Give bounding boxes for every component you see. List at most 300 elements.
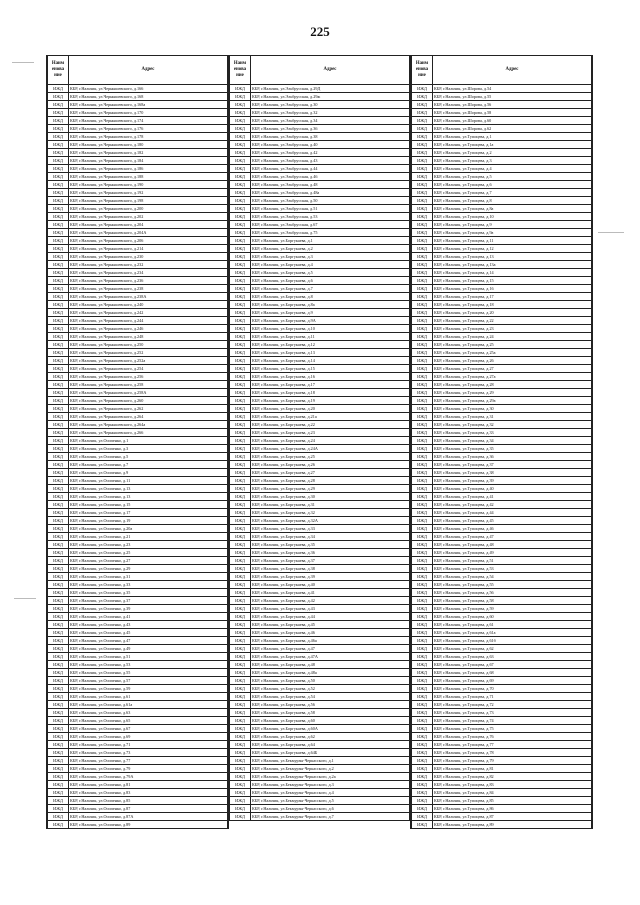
- address-street: Бекмурзы-Черкасского, д.3: [285, 782, 334, 787]
- kind-cell: ИЖД: [48, 621, 69, 629]
- address-street: Тупоцева, д.9а: [467, 230, 494, 235]
- address-cell: [433, 213, 592, 221]
- address-cell: [69, 117, 228, 125]
- kind-cell: ИЖД: [230, 709, 251, 717]
- address-prefix: КБР, г.Нальчик, ул.: [434, 446, 468, 451]
- address-cell: [433, 597, 592, 605]
- address-prefix: КБР, г.Нальчик, ул.: [252, 110, 286, 115]
- address-cell: [251, 389, 410, 397]
- kind-cell: ИЖД: [48, 421, 69, 429]
- kind-cell: ИЖД: [48, 173, 69, 181]
- address-prefix: КБР, г.Нальчик, ул.: [434, 230, 468, 235]
- table-row: [412, 429, 592, 437]
- table-row: [230, 357, 410, 365]
- address-cell: [433, 221, 592, 229]
- address-cell: [69, 253, 228, 261]
- table-row: [412, 773, 592, 781]
- address-street: Боргукаева, д.5: [285, 270, 313, 275]
- table-row: [412, 589, 592, 597]
- table-row: [48, 357, 228, 365]
- address-prefix: КБР, г.Нальчик, ул.: [70, 390, 104, 395]
- table-row: [230, 549, 410, 557]
- kind-cell: ИЖД: [412, 445, 433, 453]
- address-street: Тупоцева, д.34: [467, 438, 494, 443]
- address-cell: [69, 389, 228, 397]
- address-prefix: КБР, г.Нальчик, ул.: [434, 590, 468, 595]
- table-row: [230, 789, 410, 797]
- table-row: [48, 165, 228, 173]
- address-prefix: КБР, г.Нальчик, ул.: [70, 166, 104, 171]
- address-cell: [433, 589, 592, 597]
- kind-cell: ИЖД: [412, 237, 433, 245]
- address-cell: [69, 789, 228, 797]
- kind-cell: ИЖД: [412, 213, 433, 221]
- address-street: Боргукаева, д.7: [285, 286, 313, 291]
- kind-cell: ИЖД: [48, 133, 69, 141]
- address-street: Осипенко, д.69: [103, 734, 131, 739]
- kind-cell: ИЖД: [230, 629, 251, 637]
- address-street: Тупоцева, д.9: [467, 222, 492, 227]
- table-row: [412, 645, 592, 653]
- address-street: Бекмурзы-Черкасского, д.6: [285, 806, 334, 811]
- kind-cell: ИЖД: [230, 197, 251, 205]
- address-street: Боргукаева, д.8: [285, 294, 313, 299]
- address-street: Тупоцева, д.76: [467, 734, 494, 739]
- kind-cell: ИЖД: [412, 613, 433, 621]
- address-prefix: КБР, г.Нальчик, ул.: [70, 278, 104, 283]
- table-row: [230, 669, 410, 677]
- address-street: Тупоцева, д.63: [467, 654, 494, 659]
- kind-cell: ИЖД: [412, 621, 433, 629]
- kind-cell: ИЖД: [412, 821, 433, 829]
- table-row: [230, 677, 410, 685]
- address-prefix: КБР, г.Нальчик, ул.: [434, 646, 468, 651]
- address-prefix: КБР, г.Нальчик, ул.: [434, 198, 468, 203]
- kind-cell: ИЖД: [48, 709, 69, 717]
- table-row: [230, 117, 410, 125]
- table-row: [230, 701, 410, 709]
- table-row: [230, 485, 410, 493]
- address-street: Боргукаева, д.46: [285, 630, 315, 635]
- address-street: Боргукаева, д.50: [285, 678, 315, 683]
- address-prefix: КБР, г.Нальчик, ул.: [434, 822, 468, 827]
- address-cell: [69, 413, 228, 421]
- address-cell: [69, 317, 228, 325]
- address-street: Чернышевского, д.232: [103, 262, 144, 267]
- table-row: [48, 245, 228, 253]
- kind-cell: ИЖД: [48, 317, 69, 325]
- address-cell: [433, 685, 592, 693]
- address-prefix: КБР, г.Нальчик, ул.: [70, 606, 104, 611]
- table-row: [230, 661, 410, 669]
- table-row: [230, 197, 410, 205]
- kind-cell: ИЖД: [412, 301, 433, 309]
- address-street: Боргукаева, д.8а: [285, 302, 315, 307]
- table-row: [48, 117, 228, 125]
- kind-cell: ИЖД: [230, 813, 251, 821]
- kind-cell: ИЖД: [412, 437, 433, 445]
- address-cell: [251, 213, 410, 221]
- address-prefix: КБР, г.Нальчик, ул.: [434, 382, 468, 387]
- address-prefix: КБР, г.Нальчик, ул.: [70, 270, 104, 275]
- table-row: [48, 693, 228, 701]
- table-row: [48, 405, 228, 413]
- address-street: Чернышевского, д.236: [103, 278, 144, 283]
- address-street: Тупоцева, д.74: [467, 718, 494, 723]
- address-cell: [433, 117, 592, 125]
- address-street: Эльбрусская, д.44: [285, 166, 318, 171]
- kind-cell: ИЖД: [230, 741, 251, 749]
- kind-cell: ИЖД: [48, 245, 69, 253]
- address-street: Осипенко, д.5: [103, 454, 129, 459]
- table-row: [48, 677, 228, 685]
- address-cell: [433, 461, 592, 469]
- table-row: [48, 437, 228, 445]
- address-street: Боргукаева, д.15: [285, 366, 315, 371]
- kind-cell: ИЖД: [230, 789, 251, 797]
- address-cell: [433, 109, 592, 117]
- kind-cell: ИЖД: [412, 557, 433, 565]
- kind-cell: ИЖД: [48, 213, 69, 221]
- address-street: Тупоцева, д.84: [467, 790, 494, 795]
- address-cell: [251, 205, 410, 213]
- kind-cell: ИЖД: [230, 565, 251, 573]
- kind-cell: ИЖД: [48, 445, 69, 453]
- address-prefix: КБР, г.Нальчик, ул.: [434, 638, 468, 643]
- table-row: [230, 693, 410, 701]
- address-street: Боргукаева, д.23: [285, 430, 315, 435]
- kind-cell: ИЖД: [230, 93, 251, 101]
- address-prefix: КБР, г.Нальчик, ул.: [70, 446, 104, 451]
- table-row: [230, 813, 410, 821]
- table-row: [230, 373, 410, 381]
- kind-cell: ИЖД: [230, 445, 251, 453]
- address-street: Боргукаева, д.36: [285, 550, 315, 555]
- address-prefix: КБР, г.Нальчик, ул.: [70, 542, 104, 547]
- table-row: [230, 85, 410, 93]
- kind-cell: ИЖД: [412, 309, 433, 317]
- table-row: [230, 141, 410, 149]
- table-row: [412, 237, 592, 245]
- kind-cell: ИЖД: [412, 725, 433, 733]
- address-prefix: КБР, г.Нальчик, ул.: [434, 254, 468, 259]
- address-street: Осипенко, д.89: [103, 822, 131, 827]
- address-prefix: КБР, г.Нальчик, ул.: [70, 342, 104, 347]
- kind-cell: ИЖД: [48, 781, 69, 789]
- address-street: Осипенко, д.73: [103, 750, 131, 755]
- kind-cell: ИЖД: [230, 509, 251, 517]
- table-row: [230, 781, 410, 789]
- kind-cell: ИЖД: [230, 773, 251, 781]
- kind-cell: ИЖД: [230, 525, 251, 533]
- table-row: [412, 661, 592, 669]
- address-street: Осипенко, д.83: [103, 790, 131, 795]
- kind-cell: ИЖД: [412, 197, 433, 205]
- kind-cell: ИЖД: [230, 149, 251, 157]
- address-street: Чернышевского, д.264а: [103, 422, 146, 427]
- table-row: [48, 685, 228, 693]
- address-cell: [251, 269, 410, 277]
- address-street: Осипенко, д.45: [103, 630, 131, 635]
- address-cell: [251, 293, 410, 301]
- table-row: [412, 701, 592, 709]
- address-street: Осипенко, д.47: [103, 638, 131, 643]
- address-cell: [433, 781, 592, 789]
- kind-cell: ИЖД: [230, 685, 251, 693]
- address-street: Тупоцева, д.38: [467, 470, 494, 475]
- table-row: [230, 629, 410, 637]
- kind-cell: ИЖД: [412, 269, 433, 277]
- table-row: [48, 645, 228, 653]
- address-prefix: КБР, г.Нальчик, ул.: [70, 486, 104, 491]
- address-cell: [433, 765, 592, 773]
- address-prefix: КБР, г.Нальчик, ул.: [252, 638, 286, 643]
- address-prefix: КБР, г.Нальчик, ул.: [434, 350, 468, 355]
- address-street: Боргукаева, д.10: [285, 326, 315, 331]
- kind-cell: ИЖД: [230, 277, 251, 285]
- address-cell: [251, 461, 410, 469]
- kind-cell: ИЖД: [48, 309, 69, 317]
- address-cell: [69, 293, 228, 301]
- address-prefix: КБР, г.Нальчик, ул.: [70, 510, 104, 515]
- table-row: [230, 125, 410, 133]
- address-cell: [251, 677, 410, 685]
- address-street: Тупоцева, д.1: [467, 134, 492, 139]
- address-street: Чернышевского, д.246: [103, 326, 144, 331]
- table-row: [48, 629, 228, 637]
- address-street: Боргукаева, д.39: [285, 574, 315, 579]
- address-prefix: КБР, г.Нальчик, ул.: [252, 390, 286, 395]
- address-cell: [69, 229, 228, 237]
- address-street: Боргукаева, д.44: [285, 614, 315, 619]
- address-prefix: КБР, г.Нальчик, ул.: [434, 158, 468, 163]
- address-street: Тупоцева, д.51: [467, 558, 494, 563]
- address-street: Тупоцева, д.35: [467, 446, 494, 451]
- kind-cell: ИЖД: [48, 277, 69, 285]
- table-row: [48, 317, 228, 325]
- kind-cell: ИЖД: [412, 669, 433, 677]
- kind-cell: ИЖД: [230, 645, 251, 653]
- address-cell: [69, 645, 228, 653]
- address-cell: [69, 181, 228, 189]
- address-cell: [69, 429, 228, 437]
- address-cell: [433, 509, 592, 517]
- table-row: [412, 389, 592, 397]
- table-row: [230, 749, 410, 757]
- address-street: Боргукаева, д.14: [285, 358, 315, 363]
- address-cell: [69, 821, 228, 829]
- address-street: Осипенко, д.59: [103, 686, 131, 691]
- address-prefix: КБР, г.Нальчик, ул.: [70, 214, 104, 219]
- table-row: [48, 781, 228, 789]
- table-row: [48, 757, 228, 765]
- table-row: [48, 765, 228, 773]
- address-street: Бекмурзы-Черкасского, д.7: [285, 814, 334, 819]
- address-cell: [69, 301, 228, 309]
- kind-cell: ИЖД: [412, 781, 433, 789]
- table-row: [412, 301, 592, 309]
- address-prefix: КБР, г.Нальчик, ул.: [434, 566, 468, 571]
- address-prefix: КБР, г.Нальчик, ул.: [252, 454, 286, 459]
- address-street: Осипенко, д.13: [103, 486, 131, 491]
- address-prefix: КБР, г.Нальчик, ул.: [434, 526, 468, 531]
- table-row: [230, 645, 410, 653]
- address-prefix: КБР, г.Нальчик, ул.: [434, 438, 468, 443]
- address-street: Тупоцева, д.20: [467, 310, 494, 315]
- address-cell: [433, 541, 592, 549]
- address-prefix: КБР, г.Нальчик, ул.: [252, 558, 286, 563]
- address-street: Тупоцева, д.72: [467, 702, 494, 707]
- table-row: [412, 373, 592, 381]
- scan-artifact: [12, 62, 34, 63]
- address-cell: [69, 565, 228, 573]
- address-prefix: КБР, г.Нальчик, ул.: [70, 382, 104, 387]
- kind-cell: ИЖД: [48, 365, 69, 373]
- address-cell: [69, 725, 228, 733]
- address-street: Осипенко, д.13: [103, 494, 131, 499]
- address-street: Эльбрусская, д.51: [285, 206, 318, 211]
- table-row: [48, 669, 228, 677]
- address-prefix: КБР, г.Нальчик, ул.: [434, 558, 468, 563]
- address-cell: [251, 757, 410, 765]
- kind-cell: ИЖД: [412, 253, 433, 261]
- address-street: Осипенко, д.33: [103, 582, 131, 587]
- address-street: Боргукаева, д.33: [285, 526, 315, 531]
- table-row: [230, 445, 410, 453]
- column-header-kind: Наим енова ние: [230, 56, 251, 85]
- table-row: [48, 501, 228, 509]
- address-prefix: КБР, г.Нальчик, ул.: [252, 398, 286, 403]
- address-street: Чернышевского, д.244: [103, 318, 144, 323]
- kind-cell: ИЖД: [412, 701, 433, 709]
- table-row: [412, 597, 592, 605]
- table-row: [48, 565, 228, 573]
- address-prefix: КБР, г.Нальчик, ул.: [434, 302, 468, 307]
- address-cell: [69, 149, 228, 157]
- address-cell: [433, 517, 592, 525]
- kind-cell: ИЖД: [230, 165, 251, 173]
- address-cell: [251, 477, 410, 485]
- kind-cell: ИЖД: [230, 109, 251, 117]
- kind-cell: ИЖД: [412, 773, 433, 781]
- address-street: Боргукаева, д.27: [285, 470, 315, 475]
- address-cell: [251, 109, 410, 117]
- address-street: Осипенко, д.21: [103, 534, 131, 539]
- address-cell: [433, 797, 592, 805]
- address-prefix: КБР, г.Нальчик, ул.: [434, 238, 468, 243]
- kind-cell: ИЖД: [412, 493, 433, 501]
- address-cell: [69, 629, 228, 637]
- address-cell: [433, 93, 592, 101]
- address-street: Тупоцева, д.55: [467, 582, 494, 587]
- kind-cell: ИЖД: [230, 573, 251, 581]
- kind-cell: ИЖД: [412, 517, 433, 525]
- address-prefix: КБР, г.Нальчик, ул.: [70, 422, 104, 427]
- kind-cell: ИЖД: [412, 293, 433, 301]
- address-cell: [251, 133, 410, 141]
- kind-cell: ИЖД: [48, 389, 69, 397]
- address-street: Осипенко, д.55: [103, 670, 131, 675]
- address-street: Тупоцева, д.71: [467, 694, 494, 699]
- table-row: [412, 565, 592, 573]
- address-prefix: КБР, г.Нальчик, ул.: [252, 174, 286, 179]
- address-prefix: КБР, г.Нальчик, ул.: [434, 614, 468, 619]
- address-prefix: КБР, г.Нальчик, ул.: [70, 334, 104, 339]
- table-row: [412, 581, 592, 589]
- address-prefix: КБР, г.Нальчик, ул.: [434, 86, 468, 91]
- address-cell: [251, 285, 410, 293]
- kind-cell: ИЖД: [412, 317, 433, 325]
- address-prefix: КБР, г.Нальчик, ул.: [252, 254, 286, 259]
- kind-cell: ИЖД: [412, 469, 433, 477]
- table-row: [48, 181, 228, 189]
- address-street: Осипенко, д.87А: [103, 814, 134, 819]
- address-prefix: КБР, г.Нальчик, ул.: [252, 614, 286, 619]
- address-prefix: КБР, г.Нальчик, ул.: [70, 614, 104, 619]
- address-street: Осипенко, д.65: [103, 718, 131, 723]
- address-prefix: КБР, г.Нальчик, ул.: [252, 302, 286, 307]
- address-prefix: КБР, г.Нальчик, ул.: [252, 278, 286, 283]
- address-street: Осипенко, д.20а: [103, 526, 133, 531]
- kind-cell: ИЖД: [230, 285, 251, 293]
- address-cell: [69, 165, 228, 173]
- address-prefix: КБР, г.Нальчик, ул.: [252, 734, 286, 739]
- address-prefix: КБР, г.Нальчик, ул.: [434, 406, 468, 411]
- address-cell: [433, 677, 592, 685]
- kind-cell: ИЖД: [230, 141, 251, 149]
- address-street: Тупоцева, д.12: [467, 246, 494, 251]
- address-street: Боргукаева, д.42: [285, 598, 315, 603]
- address-prefix: КБР, г.Нальчик, ул.: [434, 622, 468, 627]
- address-street: Чернышевского, д.260: [103, 398, 144, 403]
- address-cell: [69, 517, 228, 525]
- address-street: Чернышевского, д.238: [103, 286, 144, 291]
- address-street: Тупоцева, д.36: [467, 454, 494, 459]
- address-prefix: КБР, г.Нальчик, ул.: [252, 622, 286, 627]
- address-cell: [433, 157, 592, 165]
- table-row: [230, 501, 410, 509]
- address-street: Тупоцева, д.11: [467, 238, 494, 243]
- table-row: [48, 597, 228, 605]
- kind-cell: ИЖД: [412, 93, 433, 101]
- kind-cell: ИЖД: [48, 197, 69, 205]
- address-street: Осипенко, д.81: [103, 782, 131, 787]
- address-prefix: КБР, г.Нальчик, ул.: [434, 110, 468, 115]
- kind-cell: ИЖД: [230, 605, 251, 613]
- kind-cell: ИЖД: [48, 357, 69, 365]
- kind-cell: ИЖД: [230, 765, 251, 773]
- kind-cell: ИЖД: [412, 685, 433, 693]
- address-street: Боргукаева, д.2: [285, 246, 313, 251]
- address-prefix: КБР, г.Нальчик, ул.: [252, 590, 286, 595]
- table-row: [412, 397, 592, 405]
- address-prefix: КБР, г.Нальчик, ул.: [434, 598, 468, 603]
- address-prefix: КБР, г.Нальчик, ул.: [70, 174, 104, 179]
- table-row: [230, 221, 410, 229]
- address-cell: [433, 205, 592, 213]
- table-row: [412, 477, 592, 485]
- address-cell: [69, 485, 228, 493]
- address-cell: [69, 213, 228, 221]
- kind-cell: ИЖД: [48, 685, 69, 693]
- kind-cell: ИЖД: [230, 133, 251, 141]
- address-prefix: КБР, г.Нальчик, ул.: [70, 814, 104, 819]
- address-cell: [251, 781, 410, 789]
- table-row: [48, 653, 228, 661]
- kind-cell: ИЖД: [48, 533, 69, 541]
- table-row: [412, 685, 592, 693]
- address-street: Тупоцева, д.29: [467, 390, 494, 395]
